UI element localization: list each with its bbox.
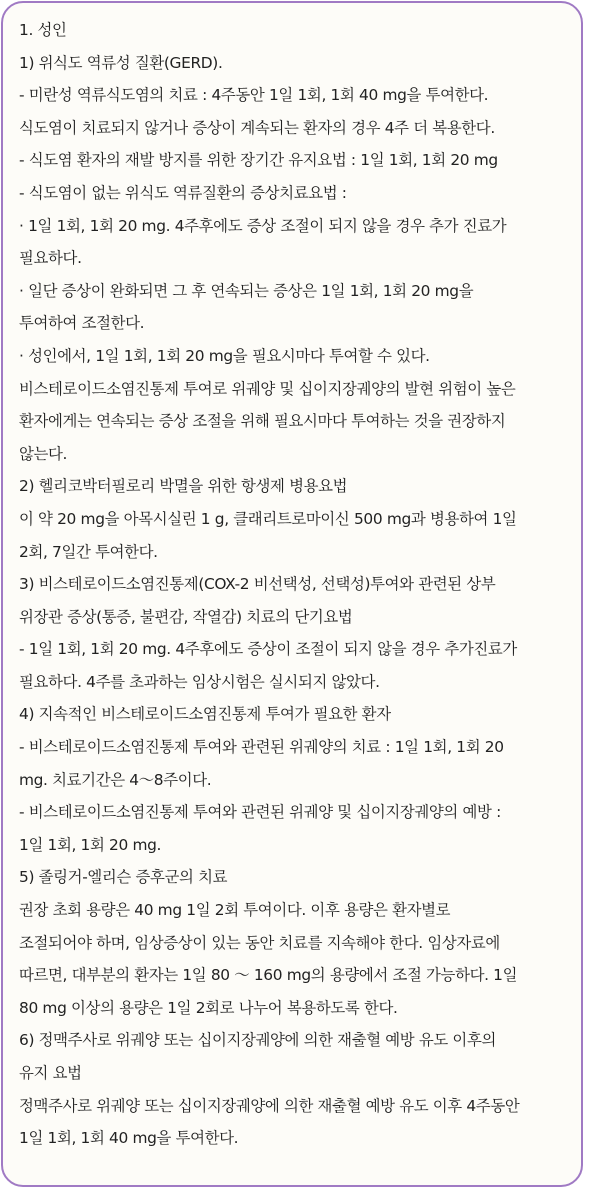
text-line: 필요하다. — [19, 249, 82, 268]
text-line: 않는다. — [19, 444, 68, 463]
text-line: 조절되어야 하며, 임상증상이 있는 동안 치료를 지속해야 한다. 임상자료에 — [19, 933, 500, 952]
text-line: 이 약 20 mg을 아목시실린 1 g, 클래리트로마이신 500 mg과 병용하여 1일 — [19, 509, 517, 528]
subsection-heading-h-pylori: 2) 헬리코박터필로리 박멸을 위한 항생제 병용요법 — [19, 477, 348, 496]
text-line: 따르면, 대부분의 환자는 1일 80 ～ 160 mg의 용량에서 조절 가능하다. 1일 — [19, 966, 518, 985]
text-line: 비스테로이드소염진통제 투여로 위궤양 및 십이지장궤양의 발현 위험이 높은 — [19, 379, 516, 398]
text-line: 식도염이 치료되지 않거나 증상이 계속되는 환자의 경우 4주 더 복용한다. — [19, 118, 495, 137]
text-line: 투여하여 조절한다. — [19, 314, 145, 333]
text-line: - 비스테로이드소염진통제 투여와 관련된 위궤양의 치료 : 1일 1회, 1회 20 — [19, 738, 504, 757]
text-line: mg. 치료기간은 4～8주이다. — [19, 770, 212, 789]
text-line: 1일 1회, 1회 40 mg을 투여한다. — [19, 1129, 239, 1148]
dosage-text-card — [1, 1, 583, 1187]
text-line: · 일단 증상이 완화되면 그 후 연속되는 증상은 1일 1회, 1회 20 mg을 — [19, 281, 474, 300]
subsection-heading-zollinger-ellison: 5) 졸링거-엘리슨 증후군의 치료 — [19, 868, 228, 887]
subsection-heading-continuous-nsaid: 4) 지속적인 비스테로이드소염진통제 투여가 필요한 환자 — [19, 705, 391, 724]
text-line: 필요하다. 4주를 초과하는 임상시험은 실시되지 않았다. — [19, 672, 380, 691]
text-line: · 성인에서, 1일 1회, 1회 20 mg을 필요시마다 투여할 수 있다. — [19, 346, 430, 365]
text-line: 1일 1회, 1회 20 mg. — [19, 835, 162, 854]
subsection-heading-nsaid-short-term: 3) 비스테로이드소염진통제(COX-2 비선택성, 선택성)투여와 관련된 상부 — [19, 575, 496, 594]
section-heading-adult: 1. 성인 — [19, 21, 67, 39]
text-line: 위장관 증상(통증, 불편감, 작열감) 치료의 단기요법 — [19, 607, 353, 626]
text-line: 권장 초회 용량은 40 mg 1일 2회 투여이다. 이후 용량은 환자별로 — [19, 901, 451, 920]
text-line: - 식도염 환자의 재발 방지를 위한 장기간 유지요법 : 1일 1회, 1회 20 mg — [19, 151, 498, 170]
text-line: - 식도염이 없는 위식도 역류질환의 증상치료요법 : — [19, 183, 347, 202]
text-line: 정맥주사로 위궤양 또는 십이지장궤양에 의한 재출혈 예방 유도 이후 4주동안 — [19, 1096, 520, 1115]
subsection-heading-rebleeding-maintenance: 6) 정맥주사로 위궤양 또는 십이지장궤양에 의한 재출혈 예방 유도 이후의 — [19, 1031, 496, 1050]
subsection-heading-gerd: 1) 위식도 역류성 질환(GERD). — [19, 53, 223, 72]
text-line: · 1일 1회, 1회 20 mg. 4주후에도 증상 조절이 되지 않을 경우 추가 진료가 — [19, 216, 507, 235]
text-line: 80 mg 이상의 용량은 1일 2회로 나누어 복용하도록 한다. — [19, 998, 398, 1017]
text-line: 환자에게는 연속되는 증상 조절을 위해 필요시마다 투여하는 것을 권장하지 — [19, 412, 506, 431]
text-line: 2회, 7일간 투여한다. — [19, 542, 158, 561]
text-line: - 비스테로이드소염진통제 투여와 관련된 위궤양 및 십이지장궤양의 예방 : — [19, 803, 501, 822]
text-line: - 미란성 역류식도염의 치료 : 4주동안 1일 1회, 1회 40 mg을 투여한다. — [19, 86, 489, 105]
text-line: - 1일 1회, 1회 20 mg. 4주후에도 증상이 조절이 되지 않을 경우 추가진료가 — [19, 640, 517, 659]
text-line: 유지 요법 — [19, 1064, 82, 1082]
